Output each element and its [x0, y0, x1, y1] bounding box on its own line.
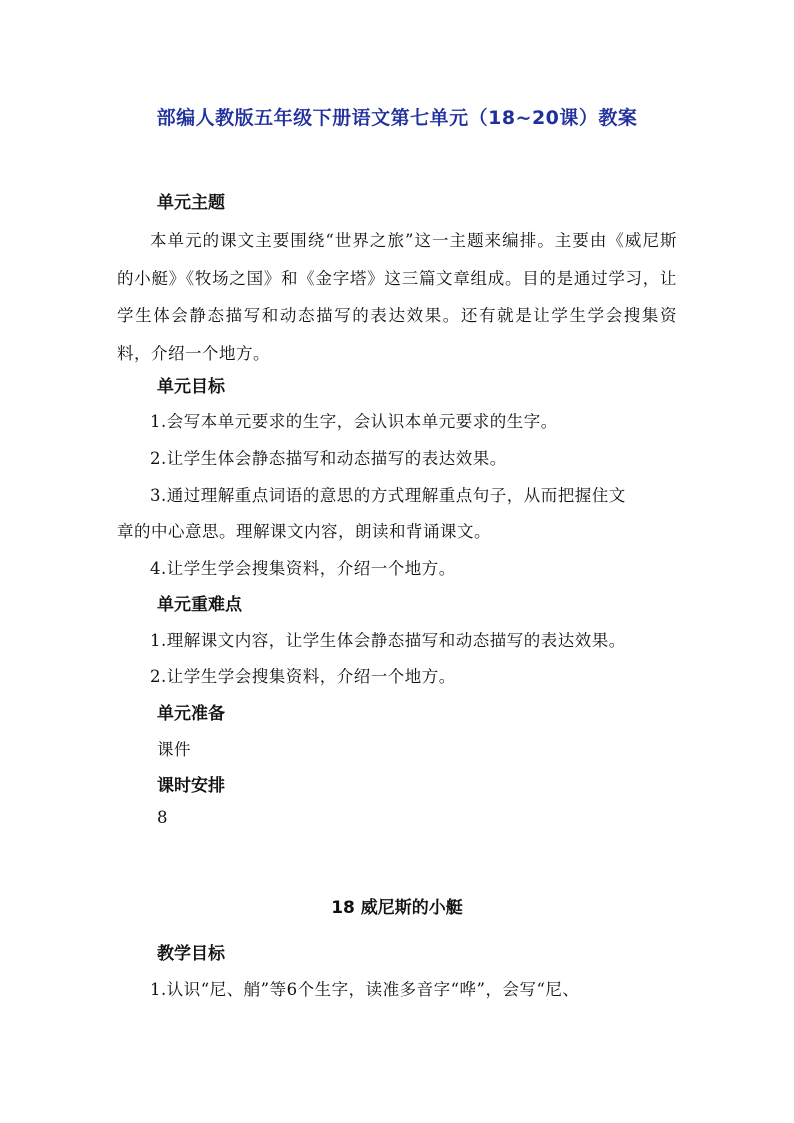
- section-heading-preparation: 单元准备: [157, 704, 225, 724]
- lesson-goals-heading: 教学目标: [157, 944, 225, 964]
- document-title: 部编人教版五年级下册语文第七单元（18~20课）教案: [156, 107, 638, 129]
- section-heading-schedule: 课时安排: [157, 776, 225, 796]
- section-heading-key-points: 单元重难点: [157, 595, 242, 615]
- schedule-content: 8: [157, 808, 168, 827]
- goal-item-1: 1.会写本单元要求的生字，会认识本单元要求的生字。: [150, 412, 558, 431]
- section-heading-theme: 单元主题: [157, 193, 225, 213]
- goal-item-3-line-2: 章的中心意思。理解课文内容，朗读和背诵课文。: [117, 522, 491, 541]
- goal-item-3-line-1: 3.通过理解重点词语的意思的方式理解重点句子，从而把握住文: [150, 486, 626, 505]
- key-point-item-2: 2.让学生学会搜集资料，介绍一个地方。: [150, 667, 456, 686]
- theme-paragraph: 本单元的课文主要围绕“世界之旅”这一主题来编排。主要由《威尼斯的小艇》《牧场之国》和《金字塔》这三篇文章组成。目的是通过学习，让学生体会静态描写和动态描写的表达效果。还有就是让学生学会搜集资料，介绍一个地方。: [117, 231, 677, 363]
- preparation-content: 课件: [157, 740, 191, 759]
- lesson-title: 18 威尼斯的小艇: [331, 898, 463, 918]
- key-point-item-1: 1.理解课文内容，让学生体会静态描写和动态描写的表达效果。: [150, 631, 626, 650]
- lesson-goal-item-1: 1.认识“尼、艄”等6个生字，读准多音字“哗”，会写“尼、: [150, 980, 580, 999]
- section-heading-goals: 单元目标: [157, 377, 225, 397]
- goal-item-4: 4.让学生学会搜集资料，介绍一个地方。: [150, 559, 456, 578]
- goal-item-2: 2.让学生体会静态描写和动态描写的表达效果。: [150, 449, 507, 468]
